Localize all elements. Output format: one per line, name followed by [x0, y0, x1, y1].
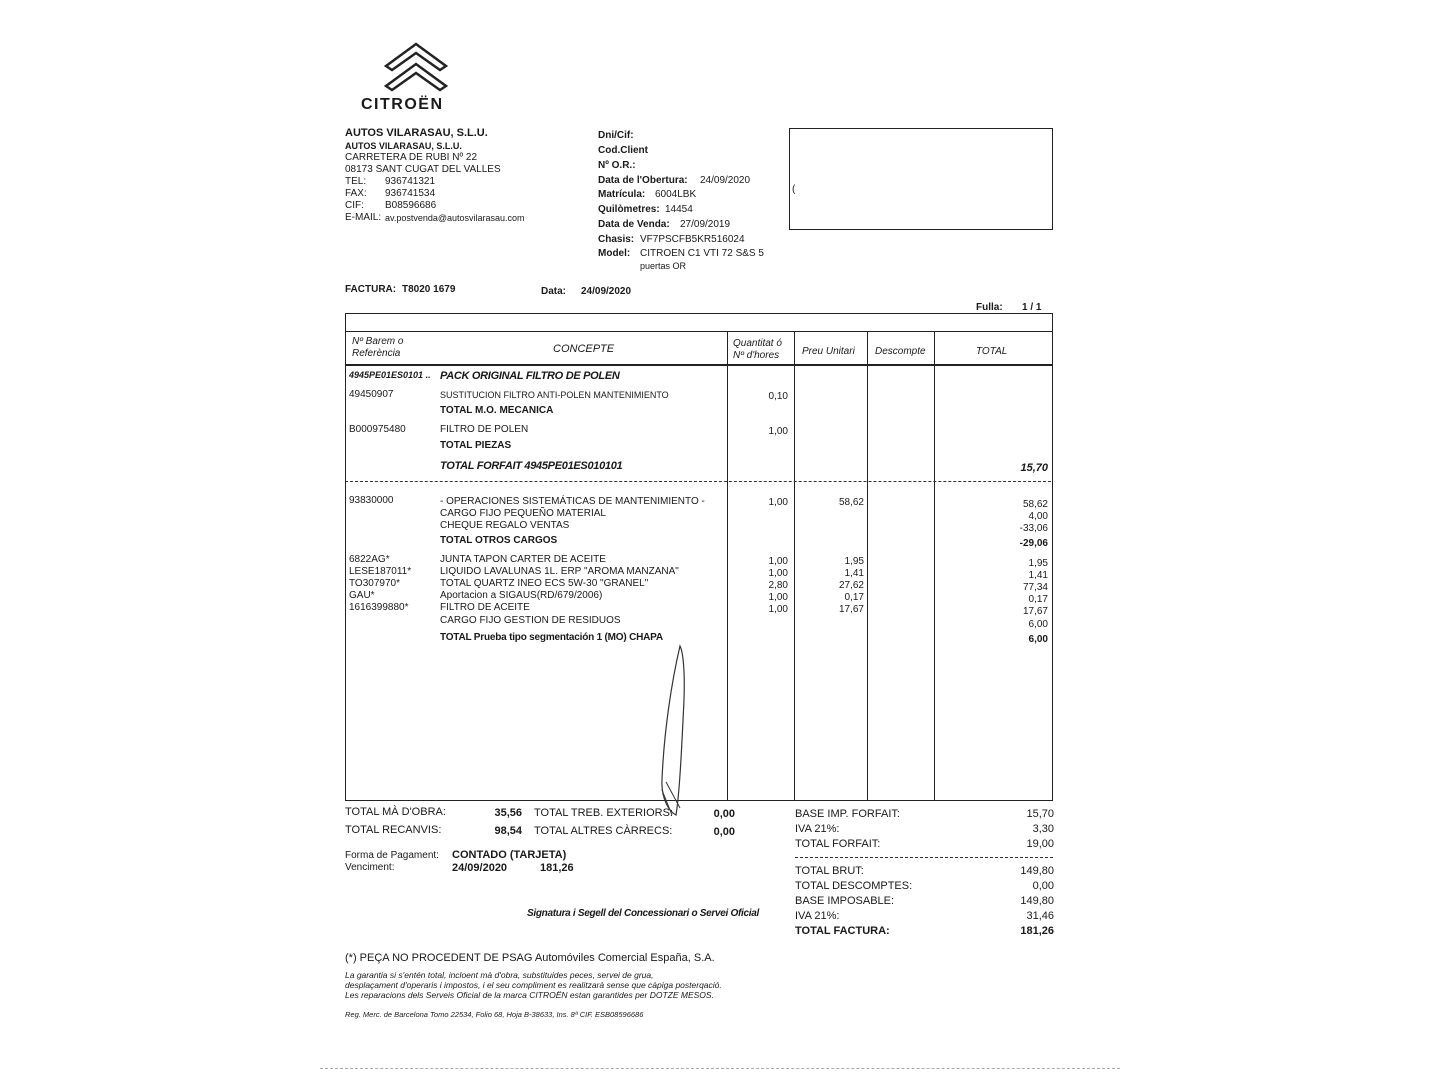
otros-subtotal-label: TOTAL OTROS CARGOS [440, 535, 558, 546]
item-preu: 27,62 [838, 580, 864, 591]
treb-label: TOTAL TREB. EXTERIORS: [534, 807, 673, 819]
item-preu: 0,17 [844, 592, 864, 603]
dealer-fax-label: FAX: [345, 188, 367, 199]
item-preu: 1,41 [844, 568, 864, 579]
item-desc: JUNTA TAPON CARTER DE ACEITE [440, 554, 606, 565]
or-label: Nº O.R.: [598, 160, 636, 171]
descomptes-label: TOTAL DESCOMPTES: [795, 880, 913, 892]
header-preu: Preu Unitari [802, 346, 855, 357]
fulla-label: Fulla: [976, 302, 1003, 313]
venda-label: Data de Venda: [598, 219, 670, 230]
footer-note: (*) PEÇA NO PROCEDENT DE PSAG Automóviles Comercial España, S.A. [345, 952, 715, 964]
fulla-value: 1 / 1 [1022, 302, 1042, 313]
item-qty: 1,00 [768, 568, 788, 579]
item-ref: TO307970* [349, 578, 400, 589]
km-value: 14454 [665, 204, 693, 215]
base-imposable-value: 149,80 [1020, 895, 1054, 907]
dealer-email-label: E-MAIL: [345, 212, 382, 223]
brand-name: CITROËN [361, 96, 444, 113]
item-total: 1,41 [1028, 570, 1048, 581]
header-ref-2: Referència [352, 348, 401, 359]
otros-qty: 1,00 [768, 497, 788, 508]
iva-label: IVA 21%: [795, 910, 840, 922]
otros-total-2: 4,00 [1028, 511, 1048, 522]
model-label: Model: [598, 248, 631, 259]
chapa-total: 6,00 [1028, 634, 1048, 645]
header-ref-1: Nº Barem o [352, 336, 404, 347]
base-forfait-label: BASE IMP. FORFAIT: [795, 808, 900, 820]
cod-client-label: Cod.Client [598, 145, 648, 156]
otros-total-3: -33,06 [1019, 523, 1048, 534]
base-forfait-value: 15,70 [1026, 808, 1054, 820]
citroen-chevrons-logo [382, 38, 450, 94]
iva-forfait-value: 3,30 [1032, 823, 1054, 835]
recanvis-value: 98,54 [494, 825, 522, 837]
item-total: 77,34 [1022, 582, 1048, 593]
descomptes-value: 0,00 [1032, 880, 1054, 892]
total-factura-value: 181,26 [1020, 925, 1054, 937]
registry-line: Reg. Merc. de Barcelona Tomo 22534, Folio 68, Hoja B-38633, Ins. 8ª CIF. ESB08596686 [345, 1010, 644, 1019]
item-qty: 2,80 [768, 580, 788, 591]
item-ref: 1616399880* [349, 602, 409, 613]
matricula-value: 6004LBK [655, 189, 697, 200]
client-address-mark: ( [792, 184, 796, 195]
header-qty-2: Nº d'hores [733, 350, 780, 361]
dealer-name-small: AUTOS VILARASAU, S.L.U. [345, 141, 462, 151]
total-forfait-value: 19,00 [1026, 838, 1054, 850]
item-desc: TOTAL QUARTZ INEO ECS 5W-30 "GRANEL" [440, 578, 649, 589]
base-imposable-label: BASE IMPOSABLE: [795, 895, 895, 907]
iva-forfait-label: IVA 21%: [795, 823, 840, 835]
pagament-value: CONTADO (TARJETA) [452, 849, 567, 861]
matricula-label: Matrícula: [598, 189, 646, 200]
venda-value: 27/09/2019 [680, 219, 731, 230]
pack-row2-desc: FILTRO DE POLEN [440, 424, 529, 435]
brut-label: TOTAL BRUT: [795, 865, 864, 877]
otros-desc-2: CARGO FIJO PEQUEÑO MATERIAL [440, 508, 606, 519]
chasis-value: VF7PSCFB5KR516024 [640, 234, 745, 245]
obertura-label: Data de l'Obertura: [598, 175, 688, 186]
item-desc: Aportacion a SIGAUS(RD/679/2006) [440, 590, 603, 601]
model-value-1: CITROEN C1 VTI 72 S&S 5 [640, 248, 764, 259]
pack-forfait-total: 15,70 [1020, 462, 1048, 474]
dealer-cif: B08596686 [385, 200, 437, 211]
altres-value: 0,00 [713, 826, 735, 838]
dealer-cif-label: CIF: [345, 200, 364, 211]
venciment-amount: 181,26 [540, 862, 574, 874]
model-value-2: puertas OR [640, 261, 687, 271]
dealer-address1: CARRETERA DE RUBI Nº 22 [345, 152, 478, 163]
brut-value: 149,80 [1020, 865, 1054, 877]
data-value: 24/09/2020 [581, 286, 632, 297]
header-concepte: CONCEPTE [553, 343, 615, 355]
treb-value: 0,00 [713, 808, 735, 820]
iva-value: 31,46 [1026, 910, 1054, 922]
guarantee-line-1: La garantia si s'entén total, incloent mà d'obra, substituides peces, servei de grua, [345, 970, 654, 980]
dealer-address2: 08173 SANT CUGAT DEL VALLES [345, 164, 501, 175]
guarantee-line-2: desplaçament d'operaris i impostos, i el seu compliment es realitzarà sense que càpiga posterqació. [345, 980, 722, 990]
otros-ref: 93830000 [349, 495, 394, 506]
item-preu: 17,67 [838, 604, 864, 615]
item-ref: LESE187011* [349, 566, 412, 577]
pack-row2-ref: B000975480 [349, 424, 406, 435]
client-address-box [789, 128, 1053, 230]
item-ref: GAU* [349, 590, 375, 601]
ma-obra-label: TOTAL MÀ D'OBRA: [345, 806, 446, 818]
pack-ref: 4945PE01ES0101 .. [349, 370, 431, 380]
dealer-email: av.postvenda@autosvilarasau.com [385, 213, 525, 223]
total-forfait-label: TOTAL FORFAIT: [795, 838, 881, 850]
pack-row2-qty: 1,00 [768, 426, 788, 437]
item-qty: 1,00 [768, 556, 788, 567]
venciment-label: Venciment: [345, 862, 395, 873]
dni-label: Dni/Cif: [598, 130, 634, 141]
header-total: TOTAL [976, 346, 1008, 357]
item-desc: CARGO FIJO GESTION DE RESIDUOS [440, 615, 621, 626]
signature-caption: Signatura i Segell del Concessionari o Servei Oficial [527, 908, 759, 919]
altres-label: TOTAL ALTRES CÀRRECS: [534, 825, 673, 837]
dealer-tel-label: TEL: [345, 176, 367, 187]
item-total: 1,95 [1028, 558, 1048, 569]
item-desc: FILTRO DE ACEITE [440, 602, 530, 613]
total-factura-label: TOTAL FACTURA: [795, 925, 890, 937]
pack-row1-qty: 0,10 [768, 391, 788, 402]
venciment-date: 24/09/2020 [452, 862, 508, 874]
guarantee-line-3: Les reparacions dels Serveis Oficial de la marca CITROËN estan garantides per DOTZE MESOS. [345, 990, 714, 1000]
chapa-label: TOTAL Prueba tipo segmentación 1 (MO) CHAPA [440, 632, 663, 643]
data-label: Data: [541, 286, 567, 297]
pagament-label: Forma de Pagament: [345, 850, 439, 861]
factura-label: FACTURA: [345, 284, 397, 295]
item-desc: LIQUIDO LAVALUNAS 1L. ERP "AROMA MANZANA" [440, 566, 679, 577]
pack-row1-ref: 49450907 [349, 389, 394, 400]
otros-subtotal: -29,06 [1019, 538, 1048, 549]
pack-title: PACK ORIGINAL FILTRO DE POLEN [440, 370, 620, 382]
item-total: 0,17 [1028, 594, 1048, 605]
dealer-name: AUTOS VILARASAU, S.L.U. [345, 127, 488, 139]
obertura-value: 24/09/2020 [700, 175, 751, 186]
header-qty-1: Quantitat ó [733, 338, 782, 349]
dealer-fax: 936741534 [385, 188, 436, 199]
item-preu: 1,95 [844, 556, 864, 567]
pack-row1-subtotal: TOTAL M.O. MECANICA [440, 405, 554, 416]
factura-number: T8020 1679 [402, 284, 456, 295]
pack-row2-subtotal: TOTAL PIEZAS [440, 440, 512, 451]
item-qty: 1,00 [768, 604, 788, 615]
header-descompte: Descompte [875, 346, 926, 357]
otros-desc-1: - OPERACIONES SISTEMÁTICAS DE MANTENIMIENTO - [440, 496, 705, 507]
item-total: 6,00 [1028, 619, 1048, 630]
otros-preu: 58,62 [838, 497, 864, 508]
pack-forfait-label: TOTAL FORFAIT 4945PE01ES010101 [440, 460, 623, 472]
chasis-label: Chasis: [598, 234, 635, 245]
pack-row1-desc: SUSTITUCION FILTRO ANTI-POLEN MANTENIMIENTO [440, 390, 669, 400]
otros-total-1: 58,62 [1022, 499, 1048, 510]
dealer-tel: 936741321 [385, 176, 436, 187]
recanvis-label: TOTAL RECANVIS: [345, 824, 442, 836]
item-total: 17,67 [1022, 606, 1048, 617]
otros-desc-3: CHEQUE REGALO VENTAS [440, 520, 570, 531]
item-ref: 6822AG* [349, 554, 390, 565]
handwritten-cancel-stroke [650, 640, 700, 820]
km-label: Quilòmetres: [598, 204, 660, 215]
ma-obra-value: 35,56 [494, 807, 522, 819]
item-qty: 1,00 [768, 592, 788, 603]
